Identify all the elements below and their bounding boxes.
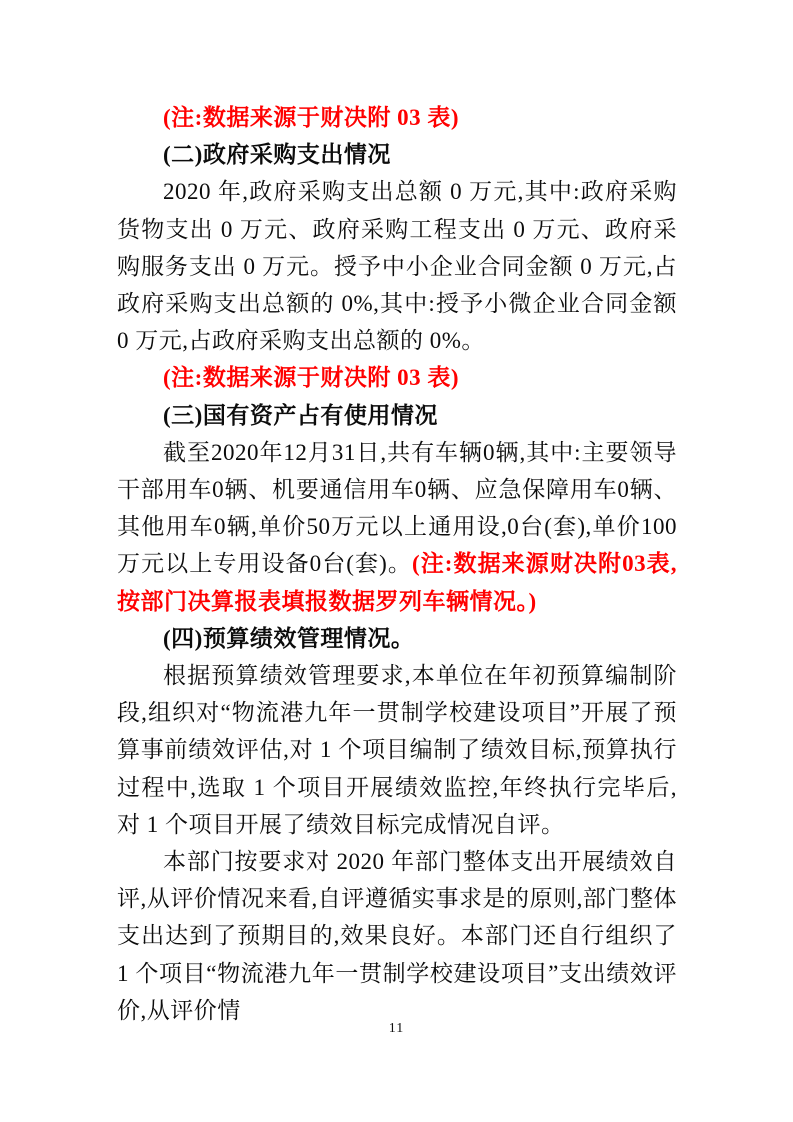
- page-number: 11: [388, 1021, 405, 1036]
- note-data-source-2: (注:数据来源于财决附 03 表): [163, 365, 459, 391]
- heading-section-4-performance: (四)预算绩效管理情况。: [163, 625, 415, 651]
- heading-section-3-state-assets: (三)国有资产占有使用情况: [163, 402, 438, 428]
- heading-section-2-procurement: (二)政府采购支出情况: [163, 142, 391, 168]
- paragraph-state-assets-text: 截至2020年12月31日,共有车辆0辆,其中:主要领导干部用车0辆、机要通信用车0辆、应急保障用车0辆、其他用车0辆,单价50万元以上通用设,0台(套),单价100万元以上专用设备0台(套)。: [117, 439, 677, 577]
- document-content: [117, 99, 677, 1029]
- paragraph-state-assets: [117, 434, 677, 620]
- paragraph-performance-self-evaluation: 根据预算绩效管理要求,本单位在年初预算编制阶段,组织对“物流港九年一贯制学校建设项目”开展了预算事前绩效评估,对 1 个项目编制了绩效目标,预算执行过程中,选取 1 个项目开展绩效监控,年终执行完毕后,对 1 个项目开展了绩效目标完成情况自评。: [117, 663, 677, 837]
- paragraph-procurement-expenditure: 2020 年,政府采购支出总额 0 万元,其中:政府采购货物支出 0 万元、政府采购工程支出 0 万元、政府采购服务支出 0 万元。授予中小企业合同金额 0 万元,占政府采购支出总额的 0%,其中:授予小微企业合同金额 0 万元,占政府采购支出总额的 0%。: [117, 179, 677, 354]
- note-data-source-1: (注:数据来源于财决附 03 表): [163, 105, 459, 130]
- note-data-source-3-inline: (注:数据来源财决附03表,按部门决算报表填报数据罗列车辆情况。): [117, 551, 677, 614]
- paragraph-performance-department: 本部门按要求对 2020 年部门整体支出开展绩效自评,从评价情况来看,自评遵循实事求是的原则,部门整体支出达到了预期目的,效果良好。本部门还自行组织了 1 个项目“物流港九年一贯制学校建设项目”支出绩效评价,从评价情: [117, 849, 677, 1023]
